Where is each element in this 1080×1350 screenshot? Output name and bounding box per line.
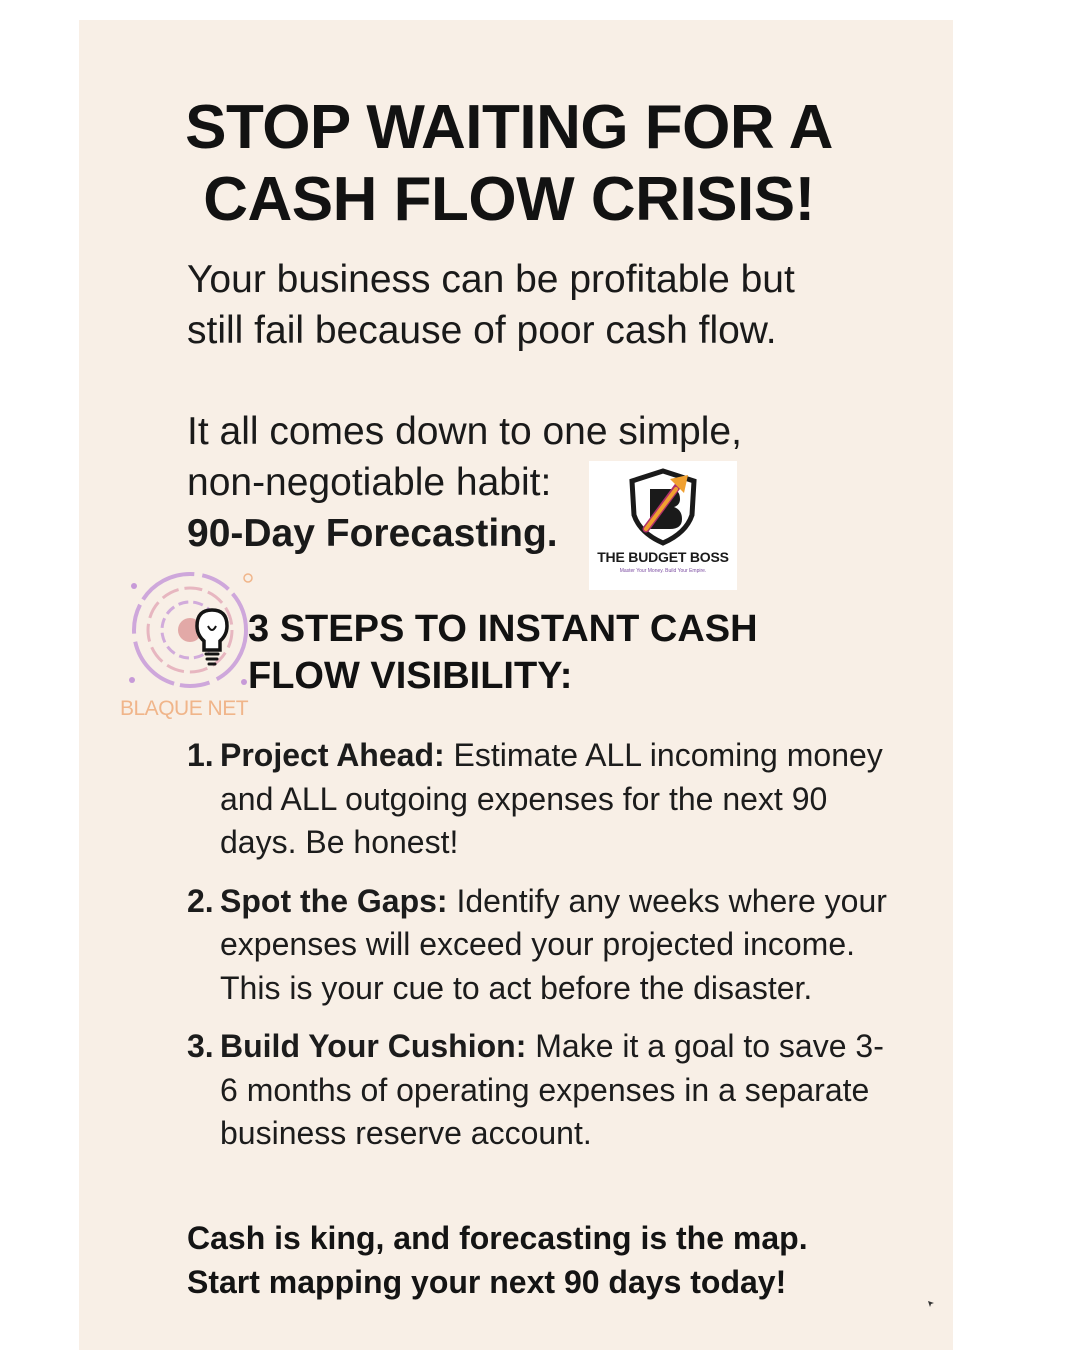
step-item — [187, 1025, 887, 1156]
step-number: 2. — [187, 882, 214, 919]
lightbulb-icon — [120, 568, 260, 698]
closing-line-1: Cash is king, and forecasting is the map. — [187, 1220, 808, 1256]
habit-emphasis: 90-Day Forecasting. — [187, 512, 558, 555]
closing-line-2: Start mapping your next 90 days today! — [187, 1264, 787, 1300]
step-text: Estimate ALL incoming money and ALL outgoing expenses for the next 90 days. Be honest! — [220, 737, 883, 860]
post-card — [79, 20, 953, 1350]
step-number: 3. — [187, 1028, 214, 1064]
blaque-net-logo — [120, 568, 260, 728]
step-title: Build Your Cushion: — [220, 1028, 527, 1064]
steps-heading-line-2: FLOW VISIBILITY: — [248, 655, 573, 697]
shield-b-arrow-icon — [626, 467, 700, 547]
budget-boss-name: THE BUDGET BOSS — [597, 549, 729, 565]
step-text: Identify any weeks where your expenses will exceed your projected income. This is your cue to act before the disaster. — [220, 882, 887, 1006]
habit-line-2: non-negotiable habit: — [187, 461, 552, 504]
budget-boss-tagline: Master Your Money. Build Your Empire. — [619, 568, 707, 574]
steps-heading — [248, 606, 848, 700]
intro-text — [187, 254, 887, 356]
budget-boss-logo — [589, 461, 737, 590]
steps-heading-line-1: 3 STEPS TO INSTANT CASH — [248, 608, 758, 650]
closing-text — [187, 1216, 907, 1304]
step-number: 1. — [187, 737, 214, 773]
step-item — [187, 880, 887, 1011]
intro-line-1: Your business can be profitable but — [187, 258, 795, 301]
step-title: Spot the Gaps: — [220, 882, 448, 919]
intro-line-2: still fail because of poor cash flow. — [187, 309, 777, 352]
step-title: Project Ahead: — [220, 737, 445, 773]
cursor-mark-icon — [927, 1300, 935, 1308]
blaque-net-name: BLAQUE NET — [120, 697, 249, 720]
headline — [159, 92, 859, 236]
headline-line-2: CASH FLOW CRISIS! — [203, 165, 815, 234]
step-item — [187, 734, 887, 865]
habit-line-1: It all comes down to one simple, — [187, 410, 742, 453]
steps-list — [187, 734, 887, 1156]
headline-line-1: STOP WAITING FOR A — [185, 93, 833, 162]
step-text: Make it a goal to save 3-6 months of operating expenses in a separate business reserve account. — [220, 1028, 884, 1151]
